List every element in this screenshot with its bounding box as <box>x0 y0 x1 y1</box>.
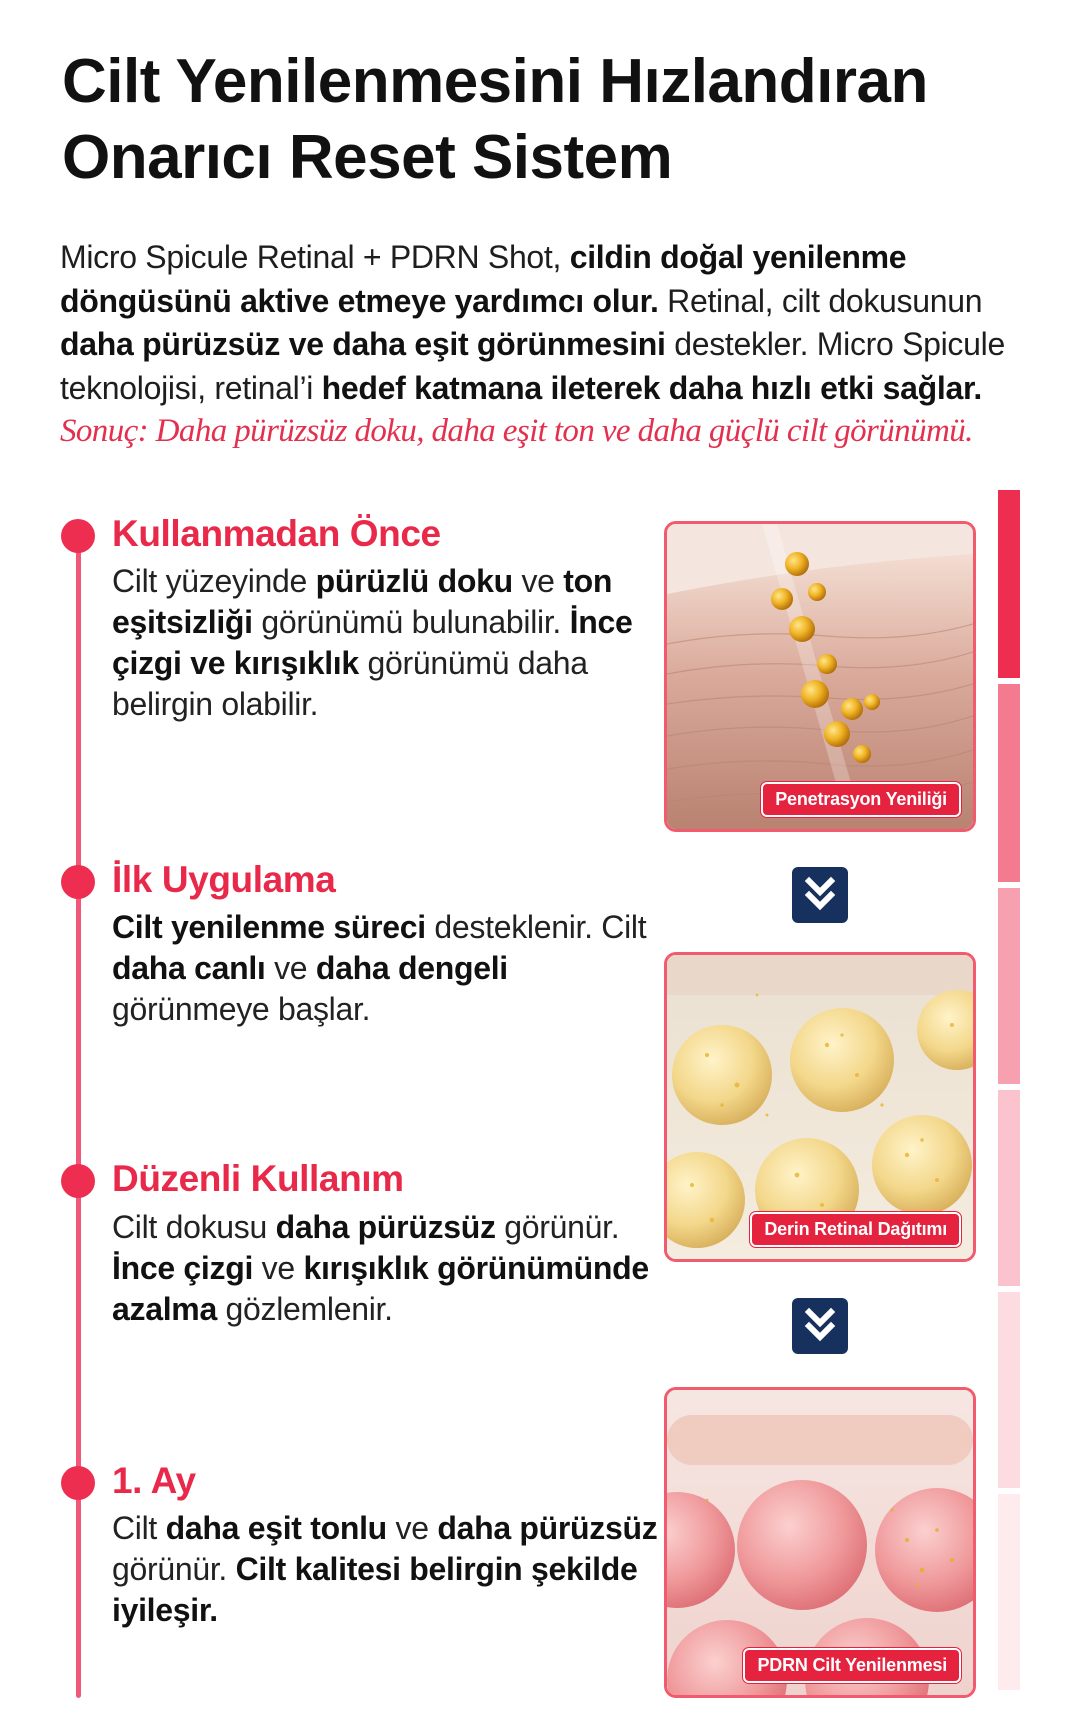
step-bold-part: Cilt yenilenme süreci <box>112 909 426 945</box>
double-chevron-down-icon <box>792 867 848 923</box>
step-bold-part: daha pürüzsüz <box>437 1510 658 1546</box>
step-title-one-month: 1. Ay <box>112 1460 196 1501</box>
step-bold-part: daha canlı <box>112 950 266 986</box>
progress-bar-segment <box>998 1494 1020 1690</box>
progress-bar-segment <box>998 888 1020 1084</box>
step-title-first-use: İlk Uygulama <box>112 859 336 900</box>
step-text-part: ve <box>265 950 316 986</box>
timeline-line <box>76 536 81 1698</box>
step-text-part: ve <box>386 1510 438 1546</box>
intro-text-1: Micro Spicule Retinal + PDRN Shot, <box>60 239 570 275</box>
step-title-before: Kullanmadan Önce <box>112 513 441 554</box>
step-bold-part: daha eşit tonlu <box>165 1510 387 1546</box>
step-text-one-month <box>112 1508 672 1631</box>
step-text-part: Cilt dokusu <box>112 1209 276 1245</box>
image-card-pdrn <box>664 1387 976 1698</box>
intro-bold-1: cildin doğal yenilenme döngüsünü aktive etmeye yardımcı olur. <box>60 239 907 319</box>
step-text-part: desteklenir. Cilt <box>425 909 647 945</box>
title-highlight <box>62 120 672 196</box>
intro-bold-3: hedef katmana ileterek daha hızlı etki sağlar. <box>321 369 982 406</box>
progress-bar-segment <box>998 1292 1020 1488</box>
intro-text-3: destekler. Micro Spicule teknolojisi, retinal’i <box>60 326 1005 406</box>
step-bold-part: İnce çizgi ve kırışıklık <box>112 604 633 681</box>
step-bold-part: ton eşitsizliği <box>112 563 613 640</box>
step-bold-part: Cilt kalitesi belirgin şekilde iyileşir. <box>112 1551 638 1628</box>
intro-text-2: Retinal, cilt dokusunun <box>658 282 983 319</box>
step-bold-part: daha pürüzsüz <box>275 1209 496 1245</box>
timeline-dot <box>61 519 95 553</box>
image-card-retinal <box>664 952 976 1262</box>
step-text-part: görünümü daha belirgin olabilir. <box>112 645 588 722</box>
step-text-part: ve <box>512 563 564 599</box>
arrow-down-button <box>792 1298 848 1354</box>
step-text-part: ve <box>253 1250 304 1286</box>
step-bold-part: daha dengeli <box>315 950 508 986</box>
progress-bar-segment <box>998 1090 1020 1286</box>
title-line-1: Cilt Yenilenmesini Hızlandıran <box>62 47 928 116</box>
step-text-first-use <box>112 907 672 1030</box>
double-chevron-down-icon <box>792 1298 848 1354</box>
step-text-part: Cilt yüzeyinde <box>112 563 316 599</box>
arrow-down-button <box>792 867 848 923</box>
step-text-part: görünümü bulunabilir. <box>252 604 570 640</box>
step-text-part: Cilt <box>112 1510 166 1546</box>
step-bold-part: kırışıklık görünümünde azalma <box>112 1250 649 1327</box>
intro-paragraph <box>60 236 1050 454</box>
step-text-part: gözlemlenir. <box>216 1291 393 1327</box>
step-bold-part: pürüzlü doku <box>315 563 513 599</box>
step-title-regular-use: Düzenli Kullanım <box>112 1158 404 1199</box>
intro-bold-2: daha pürüzsüz ve daha eşit görünmesini <box>60 326 666 362</box>
title-line-2: Onarıcı Reset Sistem <box>62 123 673 192</box>
image-tag-retinal: Derin Retinal Dağıtımı <box>750 1212 961 1247</box>
timeline-dot <box>61 865 95 899</box>
image-tag-penetration: Penetrasyon Yeniliği <box>761 782 961 817</box>
progress-bar-segment <box>998 684 1020 882</box>
page-title <box>62 44 1022 196</box>
step-text-regular-use <box>112 1207 672 1330</box>
image-tag-pdrn: PDRN Cilt Yenilenmesi <box>743 1648 961 1683</box>
timeline-dot <box>61 1164 95 1198</box>
intro-result: Sonuç: Daha pürüzsüz doku, daha eşit ton ve daha güçlü cilt görünümü. <box>60 413 973 449</box>
step-text-part: görünür. <box>495 1209 620 1245</box>
image-card-penetration <box>664 521 976 832</box>
progress-bar-segment <box>998 490 1020 678</box>
step-bold-part: İnce çizgi <box>112 1250 254 1286</box>
step-text-part: görünür. <box>112 1551 236 1587</box>
timeline-dot <box>61 1466 95 1500</box>
step-text-before <box>112 561 672 725</box>
step-text-part: görünmeye başlar. <box>112 991 371 1027</box>
